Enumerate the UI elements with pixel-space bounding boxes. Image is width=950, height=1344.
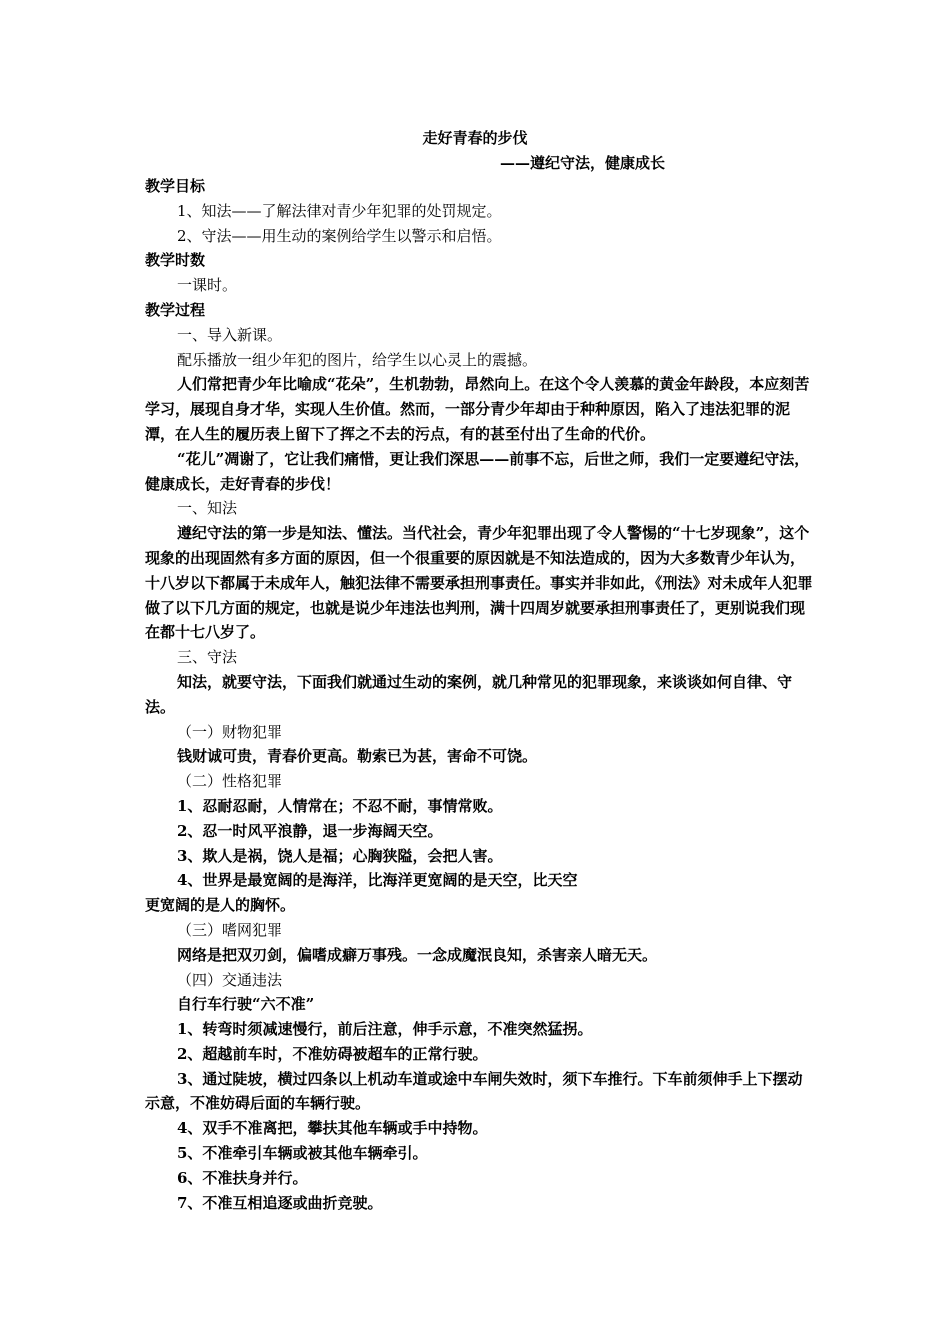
document-title: 走好青春的步伐 xyxy=(422,129,528,147)
paragraph: 知法，就要守法，下面我们就通过生动的案例，就几种常见的犯罪现象，来谈谈如何自律、守法。 xyxy=(145,672,793,716)
section-heading: 教学时数 xyxy=(145,251,206,270)
paragraph: 遵纪守法的第一步是知法、懂法。当代社会，青少年犯罪出现了令人警惕的“十七岁现象”，这个现象的出现固然有多方面的原因，但一个很重要的原因就是不知法造成的，因为大多数青少年认为，十八岁以下都属于未成年人，触犯法律不需要承担刑事责任。事实并非如此，《刑法》对未成年人犯罪做了以下几方面的规定，也就是说少年违法也判刑，满十四周岁就要承担刑事责任了，更别说我们现在都十七八岁了。 xyxy=(145,524,813,642)
paragraph: 3、欺人是祸，饶人是福；心胸狭隘，会把人害。 xyxy=(177,846,503,865)
paragraph: 2、超越前车时，不准妨碍被超车的正常行驶。 xyxy=(177,1044,488,1063)
paragraph: 一、知法 xyxy=(177,499,238,518)
paragraph: 2、守法——用生动的案例给学生以警示和启悟。 xyxy=(177,226,502,245)
paragraph: 7、不准互相追逐或曲折竞驶。 xyxy=(177,1193,383,1212)
paragraph: 一、导入新课。 xyxy=(177,325,283,344)
paragraph: 1、忍耐忍耐，人情常在；不忍不耐，事情常败。 xyxy=(177,796,503,815)
paragraph: “花儿”凋谢了，它让我们痛惜，更让我们深思——前事不忘，后世之师，我们一定要遵纪守法，健康成长，走好青春的步伐！ xyxy=(145,449,810,493)
paragraph: 3、通过陡坡，横过四条以上机动车道或途中车闸失效时，须下车推行。下车前须伸手上下摆动示意，不准妨碍后面的车辆行驶。 xyxy=(145,1069,803,1113)
paragraph: 网络是把双刃剑，偏嗜成癖万事残。一念成魔泯良知，杀害亲人暗无天。 xyxy=(177,945,658,964)
section-heading: 教学目标 xyxy=(145,177,206,195)
document-body xyxy=(145,174,815,1215)
paragraph: 自行车行驶“六不准” xyxy=(177,995,315,1014)
paragraph: 一课时。 xyxy=(177,276,238,295)
paragraph: 钱财诚可贵，青春价更高。勒索已为甚，害命不可饶。 xyxy=(177,747,538,766)
paragraph: 更宽阔的是人的胸怀。 xyxy=(145,896,296,915)
paragraph: 6、不准扶身并行。 xyxy=(177,1168,308,1187)
paragraph: 人们常把青少年比喻成“花朵”，生机勃勃，昂然向上。在这个令人羡慕的黄金年龄段，本应刻苦学习，展现自身才华，实现人生价值。然而，一部分青少年却由于种种原因，陷入了违法犯罪的泥潭，在人生的履历表上留下了挥之不去的污点，有的甚至付出了生命的代价。 xyxy=(145,375,810,443)
paragraph: （四）交通违法 xyxy=(177,970,283,989)
paragraph: 三、守法 xyxy=(177,648,238,667)
paragraph: （三）嗜网犯罪 xyxy=(177,920,283,939)
paragraph: 配乐播放一组少年犯的图片，给学生以心灵上的震撼。 xyxy=(177,350,538,369)
document-subtitle: ——遵纪守法，健康成长 xyxy=(500,154,666,172)
paragraph: 1、转弯时须减速慢行，前后注意，伸手示意，不准突然猛拐。 xyxy=(177,1020,593,1039)
paragraph: 5、不准牵引车辆或被其他车辆牵引。 xyxy=(177,1144,428,1163)
paragraph: （一）财物犯罪 xyxy=(177,722,283,741)
paragraph: 4、双手不准离把，攀扶其他车辆或手中持物。 xyxy=(177,1119,488,1138)
paragraph: 1、知法——了解法律对青少年犯罪的处罚规定。 xyxy=(177,201,502,220)
paragraph: 4、世界是最宽阔的是海洋，比海洋更宽阔的是天空，比天空 xyxy=(177,871,578,890)
paragraph: （二）性格犯罪 xyxy=(177,772,283,791)
section-heading: 教学过程 xyxy=(145,300,206,319)
paragraph: 2、忍一时风平浪静，退一步海阔天空。 xyxy=(177,821,443,840)
